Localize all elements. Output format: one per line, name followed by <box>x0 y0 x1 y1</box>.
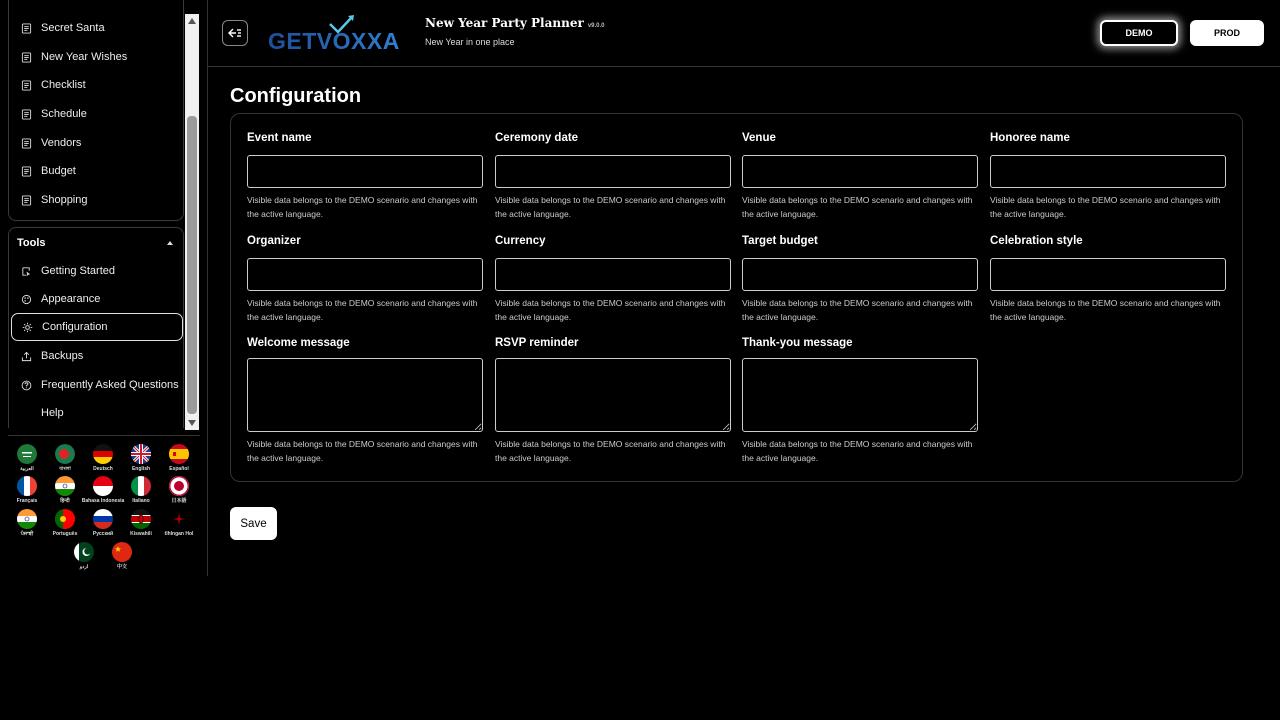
language-german[interactable] <box>87 444 119 472</box>
field-help-text: Visible data belongs to the DEMO scenario and changes with the active language. <box>495 298 726 322</box>
language-urdu[interactable] <box>68 542 100 570</box>
flag-russia-icon <box>93 509 113 529</box>
sidebar-item-configuration[interactable] <box>11 313 183 341</box>
sidebar-item-label: Vendors <box>41 137 82 149</box>
sidebar <box>0 0 208 576</box>
field-organizer <box>247 234 483 324</box>
rsvp-reminder-textarea[interactable] <box>495 358 731 432</box>
language-picker <box>8 435 200 575</box>
field-label: Currency <box>495 235 546 247</box>
sidebar-item-label: Configuration <box>42 321 108 333</box>
flag-india-icon <box>17 509 37 529</box>
flag-china-icon <box>112 542 132 562</box>
language-label: اردو <box>79 564 89 570</box>
language-italian[interactable] <box>125 476 157 504</box>
field-target-budget <box>742 234 978 324</box>
document-icon <box>21 195 32 206</box>
field-help-text: Visible data belongs to the DEMO scenario and changes with the active language. <box>247 439 478 463</box>
sidebar-item-vendors[interactable] <box>11 129 183 157</box>
flag-japan-icon <box>169 476 189 496</box>
language-label: English <box>131 466 151 472</box>
thank-you-message-textarea[interactable] <box>742 358 978 432</box>
sidebar-item-help[interactable] <box>11 399 183 427</box>
language-label: Español <box>169 466 189 472</box>
language-english[interactable] <box>125 444 157 472</box>
sidebar-item-label: Budget <box>41 165 76 177</box>
field-help-text: Visible data belongs to the DEMO scenario and changes with the active language. <box>495 195 726 219</box>
field-help-text: Visible data belongs to the DEMO scenario and changes with the active language. <box>990 298 1221 322</box>
sidebar-toggle-button[interactable] <box>222 20 248 46</box>
field-ceremony-date <box>495 131 731 221</box>
language-label: Français <box>16 498 38 504</box>
language-label: 中文 <box>116 564 127 570</box>
language-label: tlhIngan Hol <box>164 531 194 537</box>
document-icon <box>21 138 32 149</box>
field-celebration-style <box>990 234 1226 324</box>
language-chinese[interactable] <box>106 542 138 570</box>
flag-indonesia-icon <box>93 476 113 496</box>
logo-wordmark: GETVOXXA <box>268 28 400 54</box>
language-label: বাংলা <box>59 466 71 472</box>
scroll-up-arrow-icon[interactable] <box>188 18 196 24</box>
flag-india-icon <box>55 476 75 496</box>
field-venue <box>742 131 978 221</box>
field-label: Ceremony date <box>495 132 579 144</box>
language-label: Bahasa Indonesia <box>81 498 125 504</box>
field-label: Event name <box>247 132 312 144</box>
flag-saudi-arabia-icon <box>17 444 37 464</box>
sidebar-item-budget[interactable] <box>11 157 183 185</box>
sidebar-collapse-icon <box>228 27 242 39</box>
app-header <box>208 0 1280 67</box>
getting-started-icon <box>21 266 32 277</box>
target-budget-input[interactable] <box>742 258 978 291</box>
configuration-form <box>230 113 1243 482</box>
field-honoree-name <box>990 131 1226 221</box>
sidebar-item-faq[interactable] <box>11 371 183 399</box>
sidebar-item-secret-santa[interactable] <box>11 14 183 42</box>
field-label: Honoree name <box>990 132 1070 144</box>
flag-bangladesh-icon <box>55 444 75 464</box>
language-label: Italiano <box>132 498 150 504</box>
language-label: العربية <box>20 466 34 472</box>
language-label: Deutsch <box>93 466 113 472</box>
language-french[interactable] <box>11 476 43 504</box>
field-label: Welcome message <box>247 337 350 349</box>
sidebar-item-label: Backups <box>41 350 84 362</box>
ceremony-date-input[interactable] <box>495 155 731 188</box>
question-icon <box>21 380 32 391</box>
language-portuguese[interactable] <box>49 509 81 537</box>
sidebar-item-new-year-wishes[interactable] <box>11 43 183 71</box>
welcome-message-textarea[interactable] <box>247 358 483 432</box>
app-title-text: New Year Party Planner <box>425 16 584 30</box>
document-icon <box>21 80 32 91</box>
page-title: Configuration <box>230 85 362 107</box>
scrollbar-thumb[interactable] <box>187 116 197 414</box>
getvoxxa-logo <box>268 14 413 54</box>
language-label: हिन्दी <box>60 498 70 504</box>
document-icon <box>21 23 32 34</box>
sidebar-item-label: Secret Santa <box>41 22 105 34</box>
sidebar-item-label: Shopping <box>41 194 88 206</box>
language-indonesian[interactable] <box>81 476 125 504</box>
field-help-text: Visible data belongs to the DEMO scenario and changes with the active language. <box>742 195 973 219</box>
env-prod-button[interactable]: PROD <box>1190 20 1264 46</box>
flag-france-icon <box>17 476 37 496</box>
flag-italy-icon <box>131 476 151 496</box>
sidebar-item-label: Help <box>41 407 64 419</box>
field-help-text: Visible data belongs to the DEMO scenario and changes with the active language. <box>990 195 1221 219</box>
tools-section-toggle[interactable] <box>17 234 177 252</box>
flag-pakistan-icon <box>74 542 94 562</box>
document-icon <box>21 52 32 63</box>
gear-icon <box>22 322 33 333</box>
currency-input[interactable] <box>495 258 731 291</box>
celebration-style-input[interactable] <box>990 258 1226 291</box>
field-help-text: Visible data belongs to the DEMO scenario and changes with the active language. <box>495 439 726 463</box>
field-label: Thank-you message <box>742 337 853 349</box>
language-label: Русский <box>92 531 114 537</box>
language-russian[interactable] <box>87 509 119 537</box>
language-bengali[interactable] <box>49 444 81 472</box>
field-label: RSVP reminder <box>495 337 579 349</box>
language-label: ਪੰਜਾਬੀ <box>20 531 34 537</box>
field-help-text: Visible data belongs to the DEMO scenario and changes with the active language. <box>247 298 478 322</box>
field-rsvp-reminder <box>495 336 731 465</box>
sidebar-item-label: Schedule <box>41 108 87 120</box>
sidebar-item-checklist[interactable] <box>11 71 183 99</box>
flag-kenya-icon <box>131 509 151 529</box>
tools-heading: Tools <box>17 237 46 249</box>
field-welcome-message <box>247 336 483 465</box>
app-subtitle: New Year in one place <box>425 37 515 47</box>
field-event-name <box>247 131 483 221</box>
field-currency <box>495 234 731 324</box>
language-label: Kiswahili <box>130 531 152 537</box>
field-thank-you-message <box>742 336 978 465</box>
language-japanese[interactable] <box>163 476 195 504</box>
sidebar-item-label: New Year Wishes <box>41 51 128 63</box>
env-demo-button[interactable]: DEMO <box>1100 20 1178 46</box>
upload-icon <box>21 351 32 362</box>
field-help-text: Visible data belongs to the DEMO scenario and changes with the active language. <box>742 298 973 322</box>
sidebar-group-pages <box>8 0 184 221</box>
sidebar-item-shopping[interactable] <box>11 186 183 214</box>
language-arabic[interactable] <box>11 444 43 472</box>
flag-uk-icon <box>131 444 151 464</box>
language-punjabi[interactable] <box>11 509 43 537</box>
field-help-text: Visible data belongs to the DEMO scenario and changes with the active language. <box>742 439 973 463</box>
flag-germany-icon <box>93 444 113 464</box>
sidebar-scrollbar[interactable] <box>185 14 199 430</box>
sidebar-item-label: Frequently Asked Questions <box>41 379 179 391</box>
sidebar-item-label: Appearance <box>41 293 101 305</box>
help-icon <box>21 408 32 419</box>
language-klingon[interactable] <box>163 509 195 537</box>
field-label: Celebration style <box>990 235 1083 247</box>
field-label: Organizer <box>247 235 301 247</box>
language-hindi[interactable] <box>49 476 81 504</box>
event-name-input[interactable] <box>247 155 483 188</box>
organizer-input[interactable] <box>247 258 483 291</box>
honoree-name-input[interactable] <box>990 155 1226 188</box>
klingon-emblem-icon <box>169 509 189 529</box>
field-label: Venue <box>742 132 776 144</box>
flag-spain-icon <box>169 444 189 464</box>
sidebar-item-getting-started[interactable] <box>11 257 183 285</box>
sidebar-item-backups[interactable] <box>11 342 183 370</box>
document-icon <box>21 166 32 177</box>
sidebar-group-tools <box>8 227 184 428</box>
palette-icon <box>21 294 32 305</box>
sidebar-nav <box>8 0 184 428</box>
sidebar-item-label: Getting Started <box>41 265 115 277</box>
chevron-up-icon <box>167 241 173 245</box>
field-help-text: Visible data belongs to the DEMO scenario and changes with the active language. <box>247 195 478 219</box>
scroll-down-arrow-icon[interactable] <box>188 420 196 426</box>
sidebar-item-label: Checklist <box>41 79 86 91</box>
flag-portugal-icon <box>55 509 75 529</box>
language-label: 日本語 <box>171 498 187 504</box>
language-spanish[interactable] <box>163 444 195 472</box>
language-label: Português <box>52 531 78 537</box>
app-title <box>425 16 605 30</box>
field-label: Target budget <box>742 235 818 247</box>
document-icon <box>21 109 32 120</box>
sidebar-item-schedule[interactable] <box>11 100 183 128</box>
sidebar-item-appearance[interactable] <box>11 285 183 313</box>
language-swahili[interactable] <box>125 509 157 537</box>
venue-input[interactable] <box>742 155 978 188</box>
save-button[interactable]: Save <box>230 507 277 540</box>
app-version: v9.0.0 <box>587 23 605 29</box>
